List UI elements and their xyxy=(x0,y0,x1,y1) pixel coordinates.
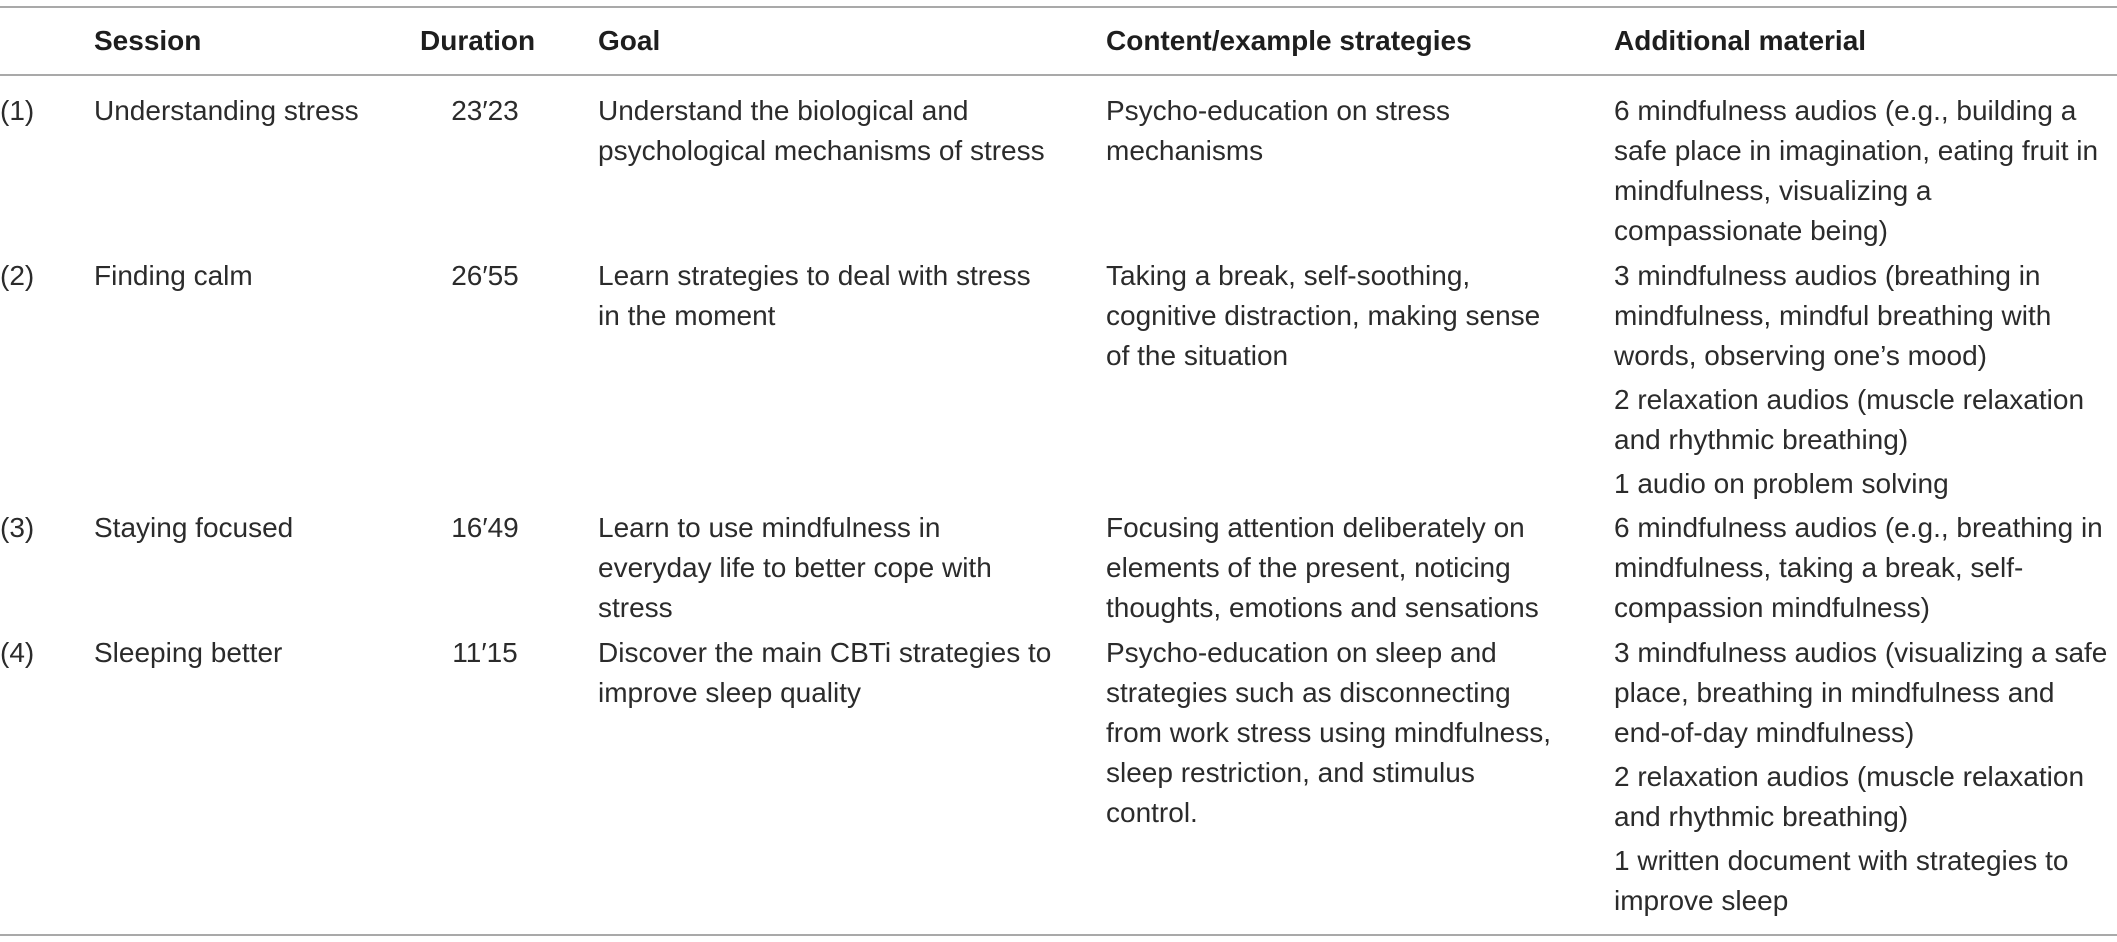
session-duration: 26′55 xyxy=(451,260,519,291)
row-number: (4) xyxy=(0,637,35,668)
material-item: 3 mindfulness audios (visualizing a safe place, breathing in mindfulness and end-of-day mindfulness) xyxy=(1614,637,2108,748)
session-name: Finding calm xyxy=(94,260,253,291)
table-bottom-rule xyxy=(0,934,2117,936)
material-item: 1 written document with strategies to improve sleep xyxy=(1614,845,2069,916)
session-name: Understanding stress xyxy=(94,95,359,126)
session-material xyxy=(1614,91,2114,255)
session-duration: 11′15 xyxy=(452,637,518,668)
session-content: Psycho-education on sleep and strategies such as disconnecting from work stress using mindfulness, sleep restriction, and stimulus control. xyxy=(1106,637,1552,828)
row-number: (2) xyxy=(0,260,35,291)
session-goal: Discover the main CBTi strategies to improve sleep quality xyxy=(598,637,1052,708)
material-item: 1 audio on problem solving xyxy=(1614,468,1949,499)
session-material xyxy=(1614,508,2114,632)
material-item: 6 mindfulness audios (e.g., building a safe place in imagination, eating fruit in mindfulness, visualizing a compassionate being) xyxy=(1614,95,2099,246)
material-item: 2 relaxation audios (muscle relaxation and rhythmic breathing) xyxy=(1614,384,2085,455)
header-goal: Goal xyxy=(598,25,661,56)
session-content: Psycho-education on stress mechanisms xyxy=(1106,95,1450,166)
session-content: Focusing attention deliberately on elements of the present, noticing thoughts, emotions and sensations xyxy=(1106,512,1539,623)
session-duration: 16′49 xyxy=(451,512,519,543)
material-item: 2 relaxation audios (muscle relaxation and rhythmic breathing) xyxy=(1614,761,2085,832)
session-goal: Learn strategies to deal with stress in the moment xyxy=(598,260,1031,331)
table-top-rule xyxy=(0,6,2117,8)
material-item: 6 mindfulness audios (e.g., breathing in mindfulness, taking a break, self-compassion mindfulness) xyxy=(1614,512,2103,623)
session-name: Staying focused xyxy=(94,512,294,543)
header-duration: Duration xyxy=(420,25,536,56)
header-material: Additional material xyxy=(1614,25,1867,56)
row-number: (3) xyxy=(0,512,35,543)
session-duration: 23′23 xyxy=(451,95,519,126)
session-content: Taking a break, self-soothing, cognitive distraction, making sense of the situation xyxy=(1106,260,1541,371)
session-goal: Learn to use mindfulness in everyday life to better cope with stress xyxy=(598,512,992,623)
header-session: Session xyxy=(94,25,202,56)
row-number: (1) xyxy=(0,95,35,126)
session-goal: Understand the biological and psychological mechanisms of stress xyxy=(598,95,1045,166)
session-material xyxy=(1614,256,2114,508)
session-material xyxy=(1614,633,2114,925)
header-content: Content/example strategies xyxy=(1106,25,1472,56)
material-item: 3 mindfulness audios (breathing in mindfulness, mindful breathing with words, observing one’s mood) xyxy=(1614,260,2052,371)
session-name: Sleeping better xyxy=(94,637,283,668)
table-header-rule xyxy=(0,74,2117,76)
